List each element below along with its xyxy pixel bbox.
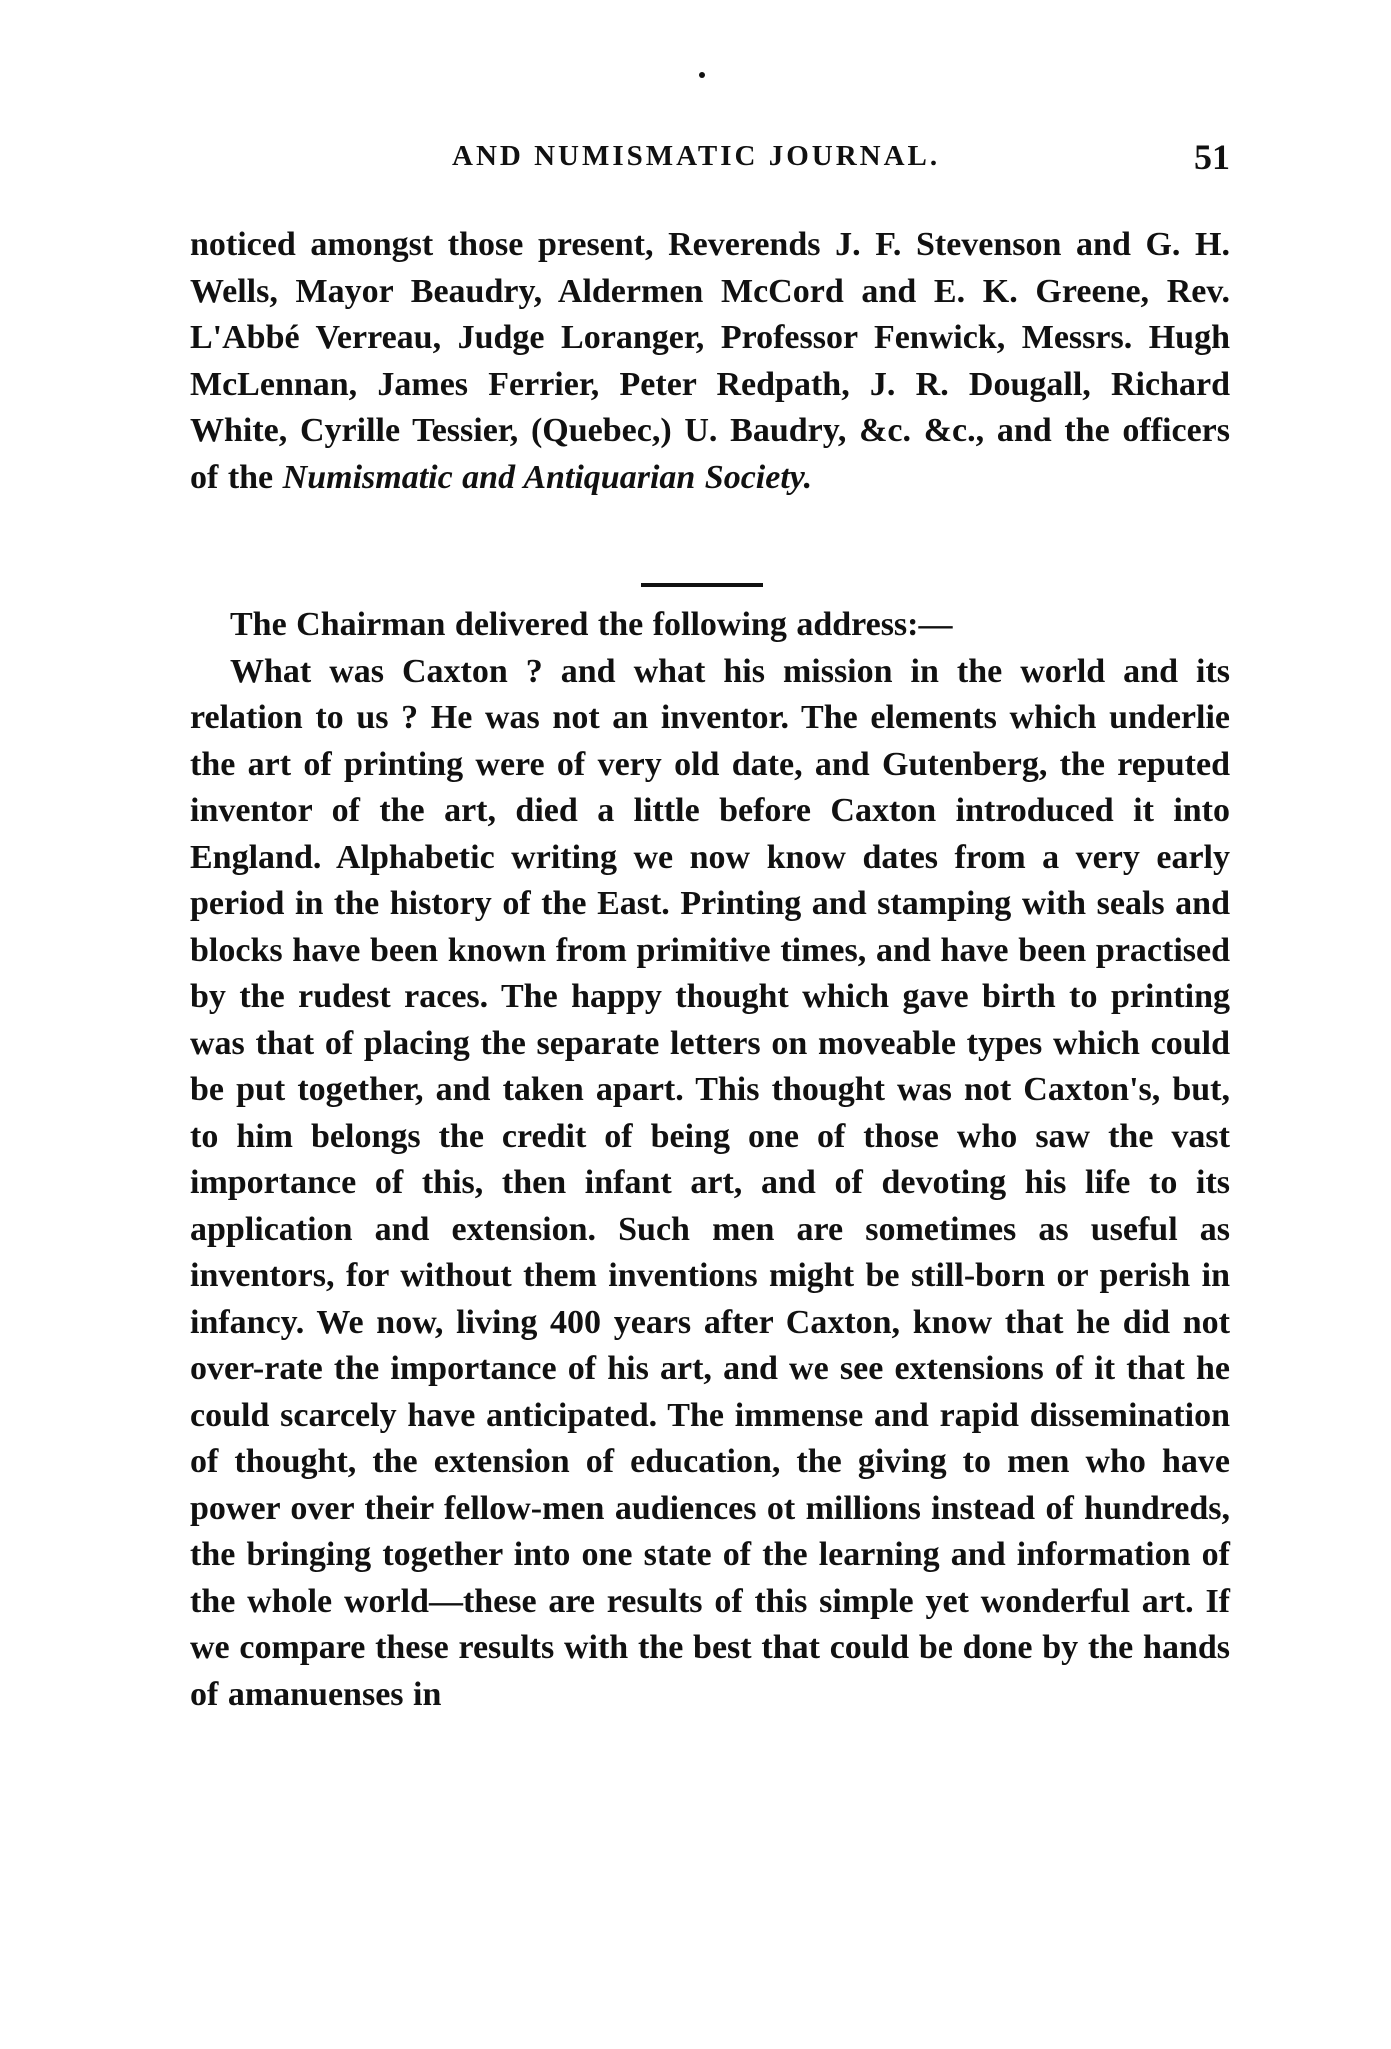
address-block <box>190 602 1230 1718</box>
address-paragraph: What was Caxton ? and what his mission in the world and its relation to us ? He was not an inventor. The elements which underlie the art of printing were of very old date, and Gutenberg, the reputed inventor of the art, died a little before Caxton introduced it into England. Alphabetic writing we now know dates from a very early period in the history of the East. Printing and stamping with seals and blocks have been known from primitive times, and have been practised by the rudest races. The happy thought which gave birth to printing was that of placing the separate letters on moveable types which could be put together, and taken apart. This thought was not Caxton's, but, to him belongs the credit of being one of those who saw the vast importance of this, then infant art, and of devoting his life to its application and extension. Such men are sometimes as useful as inventors, for without them inventions might be still-born or perish in infancy. We now, living 400 years after Caxton, know that he did not over-rate the importance of his art, and we see extensions of it that he could scarcely have anticipated. The immense and rapid dissemination of thought, the extension of education, the giving to men who have power over their fellow-men audiences ot millions instead of hundreds, the bringing together into one state of the learning and information of the whole world—these are results of this simple yet wonderful art. If we compare these results with the best that could be done by the hands of amanuenses in <box>190 652 1230 1713</box>
section-divider <box>641 583 763 587</box>
page-number: 51 <box>1194 137 1230 177</box>
attendees-paragraph <box>190 222 1230 501</box>
attendees-text: noticed amongst those present, Reverends J. F. Stevenson and G. H. Wells, Mayor Beaudry, Aldermen McCord and E. K. Greene, Rev. L'Abbé Verreau, Judge Loranger, Professor Fenwick, Messrs. Hugh McLennan, James Ferrier, Peter Redpath, J. R. Dougall, Richard White, Cyrille Tessier, (Quebec,) U. Baudry, &c. &c., and the officers of the <box>190 226 1230 496</box>
ink-dot <box>699 72 705 78</box>
society-name: Numismatic and Antiquarian Society. <box>282 458 813 496</box>
running-title: AND NUMISMATIC JOURNAL. <box>452 140 941 172</box>
chairman-intro: The Chairman delivered the following address:— <box>230 606 953 643</box>
running-head <box>190 137 1230 186</box>
attendees-block <box>190 222 1230 501</box>
